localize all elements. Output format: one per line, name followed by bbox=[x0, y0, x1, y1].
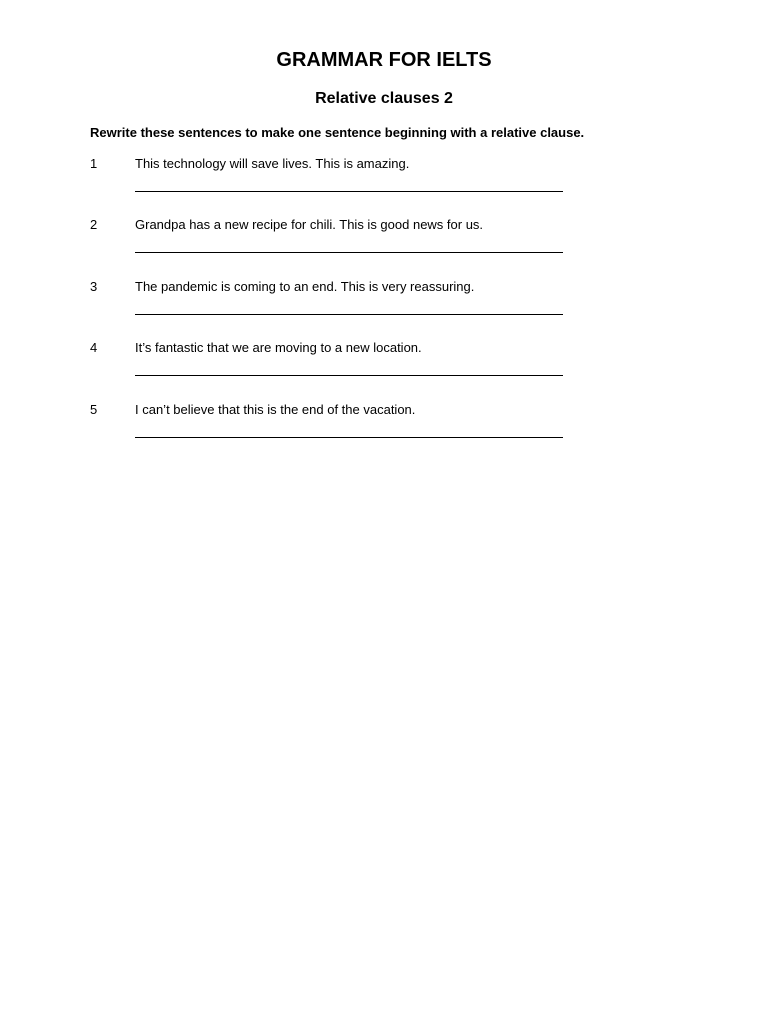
answer-line[interactable] bbox=[135, 314, 563, 315]
item-sentence: Grandpa has a new recipe for chili. This is good news for us. bbox=[135, 217, 484, 232]
page-title: GRAMMAR FOR IELTS bbox=[276, 49, 492, 71]
item-sentence: It’s fantastic that we are moving to a new location. bbox=[135, 340, 422, 355]
item-sentence: This technology will save lives. This is amazing. bbox=[135, 156, 410, 171]
item-sentence: The pandemic is coming to an end. This is very reassuring. bbox=[135, 279, 475, 294]
exercise-item-5 bbox=[90, 400, 730, 460]
item-number: 2 bbox=[90, 217, 98, 232]
page-subtitle: Relative clauses 2 bbox=[315, 90, 453, 107]
item-number: 4 bbox=[90, 340, 98, 355]
exercise-item-3 bbox=[90, 277, 730, 337]
item-number: 3 bbox=[90, 279, 98, 294]
exercise-item-1 bbox=[90, 154, 730, 214]
item-number: 5 bbox=[90, 402, 98, 417]
instruction-text: Rewrite these sentences to make one sentence beginning with a relative clause. bbox=[90, 125, 585, 140]
answer-line[interactable] bbox=[135, 191, 563, 192]
answer-line[interactable] bbox=[135, 375, 563, 376]
answer-line[interactable] bbox=[135, 252, 563, 253]
exercise-item-4 bbox=[90, 338, 730, 398]
item-number: 1 bbox=[90, 156, 98, 171]
exercise-item-2 bbox=[90, 215, 730, 275]
answer-line[interactable] bbox=[135, 437, 563, 438]
item-sentence: I can’t believe that this is the end of the vacation. bbox=[135, 402, 416, 417]
